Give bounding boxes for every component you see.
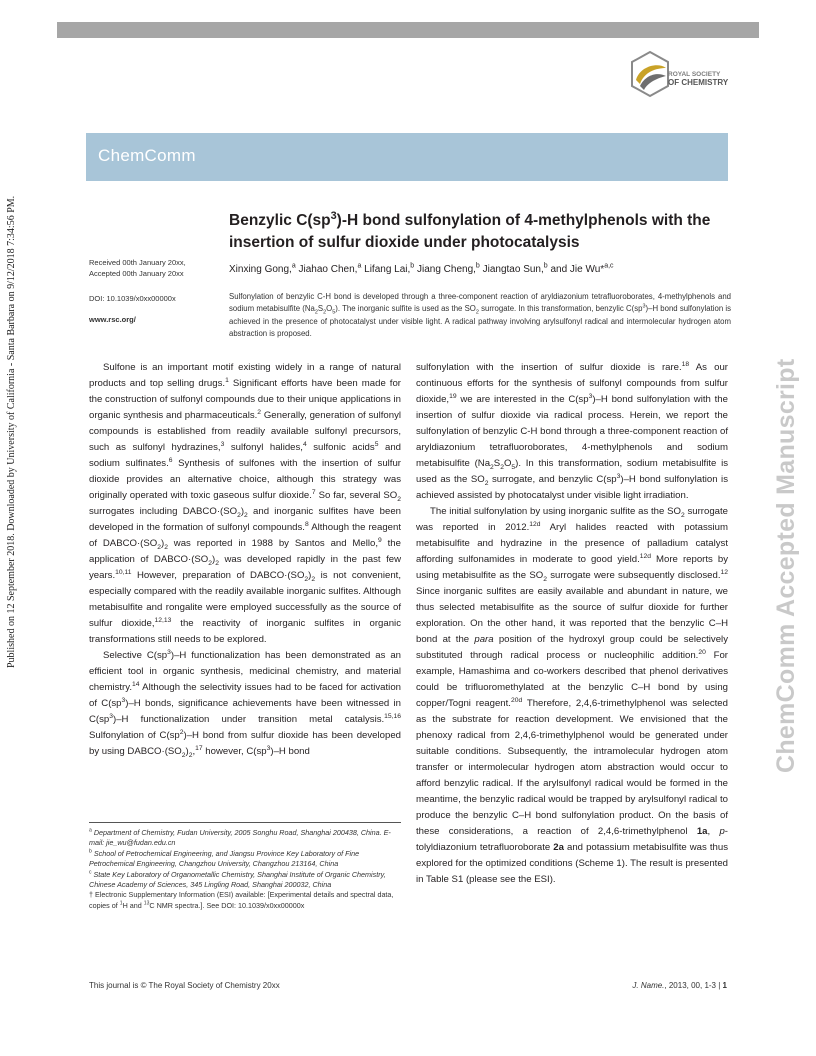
page-number: 1 [722,981,727,990]
rsc-logo-text [668,71,728,86]
logo-line-1: ROYAL SOCIETY [668,71,721,78]
accepted-manuscript-watermark [770,285,804,775]
footer-copyright: This journal is © The Royal Society of Chemistry 20xx [89,981,280,990]
journal-name: ChemComm [98,146,196,165]
body-column-right: sulfonylation with the insertion of sulfur dioxide is rare.$^{18}$ As our continuous efforts for the synthesis of sulfonyl compounds from sulfur dioxide,$^{19}$ we are interested in the $C(sp^3)-H$ bond sulfonylation with the insertion of sulfur dioxide via radical process. Herein, we report the sulfonylation of benzylic C-H bond through a three-component reaction of aryldiazonium tetrafluoroborates, 4-methylphenols and sodium metabisulfite $(Na_2S_2O_5)$. In this transformation, sodium metabisulfite is used as the $SO_2$ surrogate, and benzylic $C(sp^3)-H$ bond sulfonylation is achieved assisted by photocatalyst under visible light irradiation. The initial sulfonylation by using inorganic sulfite as the $SO_2$ surrogate was reported in 2012.$^{12d}$ Aryl halides reacted with potassium metabisulfite and hydrazine in the presence of palladium catalyst affording sulfonamides in moderate to good yield.$^{12d}$ More reports by using metabisulfite as the $SO_2$ surrogate were subsequently disclosed.$^{12}$ Since inorganic sulfites are easily available and abundant in nature, we thus selected metabisulfite as the source of sulfur dioxide for further exploration. On the other hand, it was reported that the benzylic C–H bond at the para position of the hydroxyl group could be selectively substituted through radical process or nucleophilic addition.$^{20}$ For example, Hamashima and co-workers described that phenol derivatives could be trifluoromethylated at the benzylic C–H bond by using copper/Togni reagent.$^{20d}$ Therefore, 2,4,6-trimethylphenol was selected as the substrate for reaction development. We envisioned that the phenoxy radical from 2,4,6-trimethylphenol would be generated under suitable conditions. Subsequently, the intramolecular hydrogen atom transfer or intermolecular hydrogen atom abstraction would occur to afford benzylic radical. If the arylsulfonyl radical would be formed in the meantime, the benzylic radical would be trapped by arylsulfonyl radical to produce the benzylic C–H bond sulfonylation product. On the basis of these considerations, a reaction of 2,4,6-trimethylphenol 1a, p-tolyldiazonium tetrafluoroborate 2a and potassium metabisulfite was thus explored for the optimized conditions (Scheme 1). The result is presented in Table S1 (please see the ESI). [416,360,729,885]
publisher-url[interactable]: www.rsc.org/ [89,315,136,324]
doi: DOI: 10.1039/x0xx00000x [89,294,176,303]
footnotes: $^a$ Department of Chemistry, Fudan University, 2005 Songhu Road, Shanghai 200438, China. E-mail: jie_wu@fudan.edu.cn $^b$ School of Petrochemical Engineering, and Jiangsu Province Key Laboratory of Fine Petrochemical Engineering, Changzhou University, Changzhou 213164, China $^c$ State Key Laboratory of Organometallic Chemistry, Shanghai Institute of Organic Chemistry, Chinese Academy of Sciences, 345 Lingling Road, Shanghai 200032, China † Electronic Supplementary Information (ESI) available: [Experimental details and spectral data, copies of $^1$H and $^{13}$C NMR spectra.]. See DOI: 10.1039/x0xx00000x [89,827,394,910]
footnote-divider [89,822,401,823]
body-column-left: Sulfone is an important motif existing widely in a range of natural products and top selling drugs.$^1$ Significant efforts have been made for the construction of sulfonyl compounds due to their unique applications in organic synthesis and pharmaceuticals.$^2$ Generally, generation of sulfonyl compounds is established from readily available sulfonyl precursors, such as sulfonyl hydrazines,$^3$ sulfonyl halides,$^4$ sulfonic acids$^5$ and sodium sulfinates.$^6$ Synthesis of sulfones with the insertion of sulfur dioxide provides an alternative choice, although this strategy was originally operated with toxic gaseous sulfur dioxide.$^7$ So far, several $SO_2$ surrogates including $DABCO\cdot(SO_2)_2$ and inorganic sulfites have been developed in the formation of sulfonyl compounds.$^8$ Although the reagent of $DABCO\cdot(SO_2)_2$ was reported in 1988 by Santos and Mello,$^9$ the application of $DABCO\cdot(SO_2)_2$ was developed rapidly in the past few years.$^{10,11}$ However, preparation of $DABCO\cdot(SO_2)_2$ is not convenient, especially compared with the readily available inorganic sulfites. Although metabisulfite and rongalite were employed successfully as the source of sulfur dioxide,$^{12,13}$ the reactivity of inorganic sulfites in organic transformations still needs to be explored. Selective $C(sp^3)-H$ functionalization has been demonstrated as an efficient tool in organic synthesis, medicinal chemistry, and material chemistry.$^{14}$ Although the selectivity issues had to be faced for activation of $C(sp^3)-H$ bonds, significance achievements have been witnessed in $C(sp^3)-H$ functionalization under transition metal catalysis.$^{15,16}$ Sulfonylation of $C(sp^2)-H$ bond from sulfur dioxide has been developed by using $DABCO\cdot(SO_2)_2,^{17}$ however, $C(sp^3)-H$ bond [89,362,402,759]
accepted-date: Accepted 00th January 20xx [89,269,184,278]
rsc-hexagon-logo-icon [628,50,672,100]
publication-margin-note [6,168,20,668]
rsc-logo [628,50,738,100]
footer-citation: J. Name., 2013, 00, 1-3 | 1 [632,981,727,990]
top-bar [57,22,759,38]
logo-line-2: OF CHEMISTRY [668,77,729,87]
received-date: Received 00th January 20xx, [89,258,186,267]
watermark-text: ChemComm Accepted Manuscript [772,358,800,773]
abstract: Sulfonylation of benzylic C-H bond is developed through a three-component reaction of aryldiazonium tetrafluoroborates, 4-methylphenols and sodium metabisulfite $(Na_2S_2O_5)$. The inorganic sulfite is used as the $SO_2$ surrogate. In this transformation, benzylic $C(sp^3)-H$ bond sulfonylation is achieved in the presence of photocatalyst under visible light. A radical pathway involving arylsulfonyl radical and intermolecular hydrogen atom abstraction is proposed. [229,292,731,338]
author-list: Xinxing Gong,$^a$ Jiahao Chen,$^a$ Lifang Lai,$^b$ Jiang Cheng,$^b$ Jiangtao Sun,$^b$ and Jie Wu*$^{a,c}$ [229,262,614,275]
article-title: Benzylic $C(sp^3)-H$ bond sulfonylation of 4-methylphenols with the insertion of sulfur dioxide under photocatalysis [229,209,711,251]
margin-note-text: Published on 12 September 2018. Downloaded by University of California - Santa Barbara on 9/12/2018 7:34:56 PM. [6,195,17,668]
journal-banner [86,133,728,181]
